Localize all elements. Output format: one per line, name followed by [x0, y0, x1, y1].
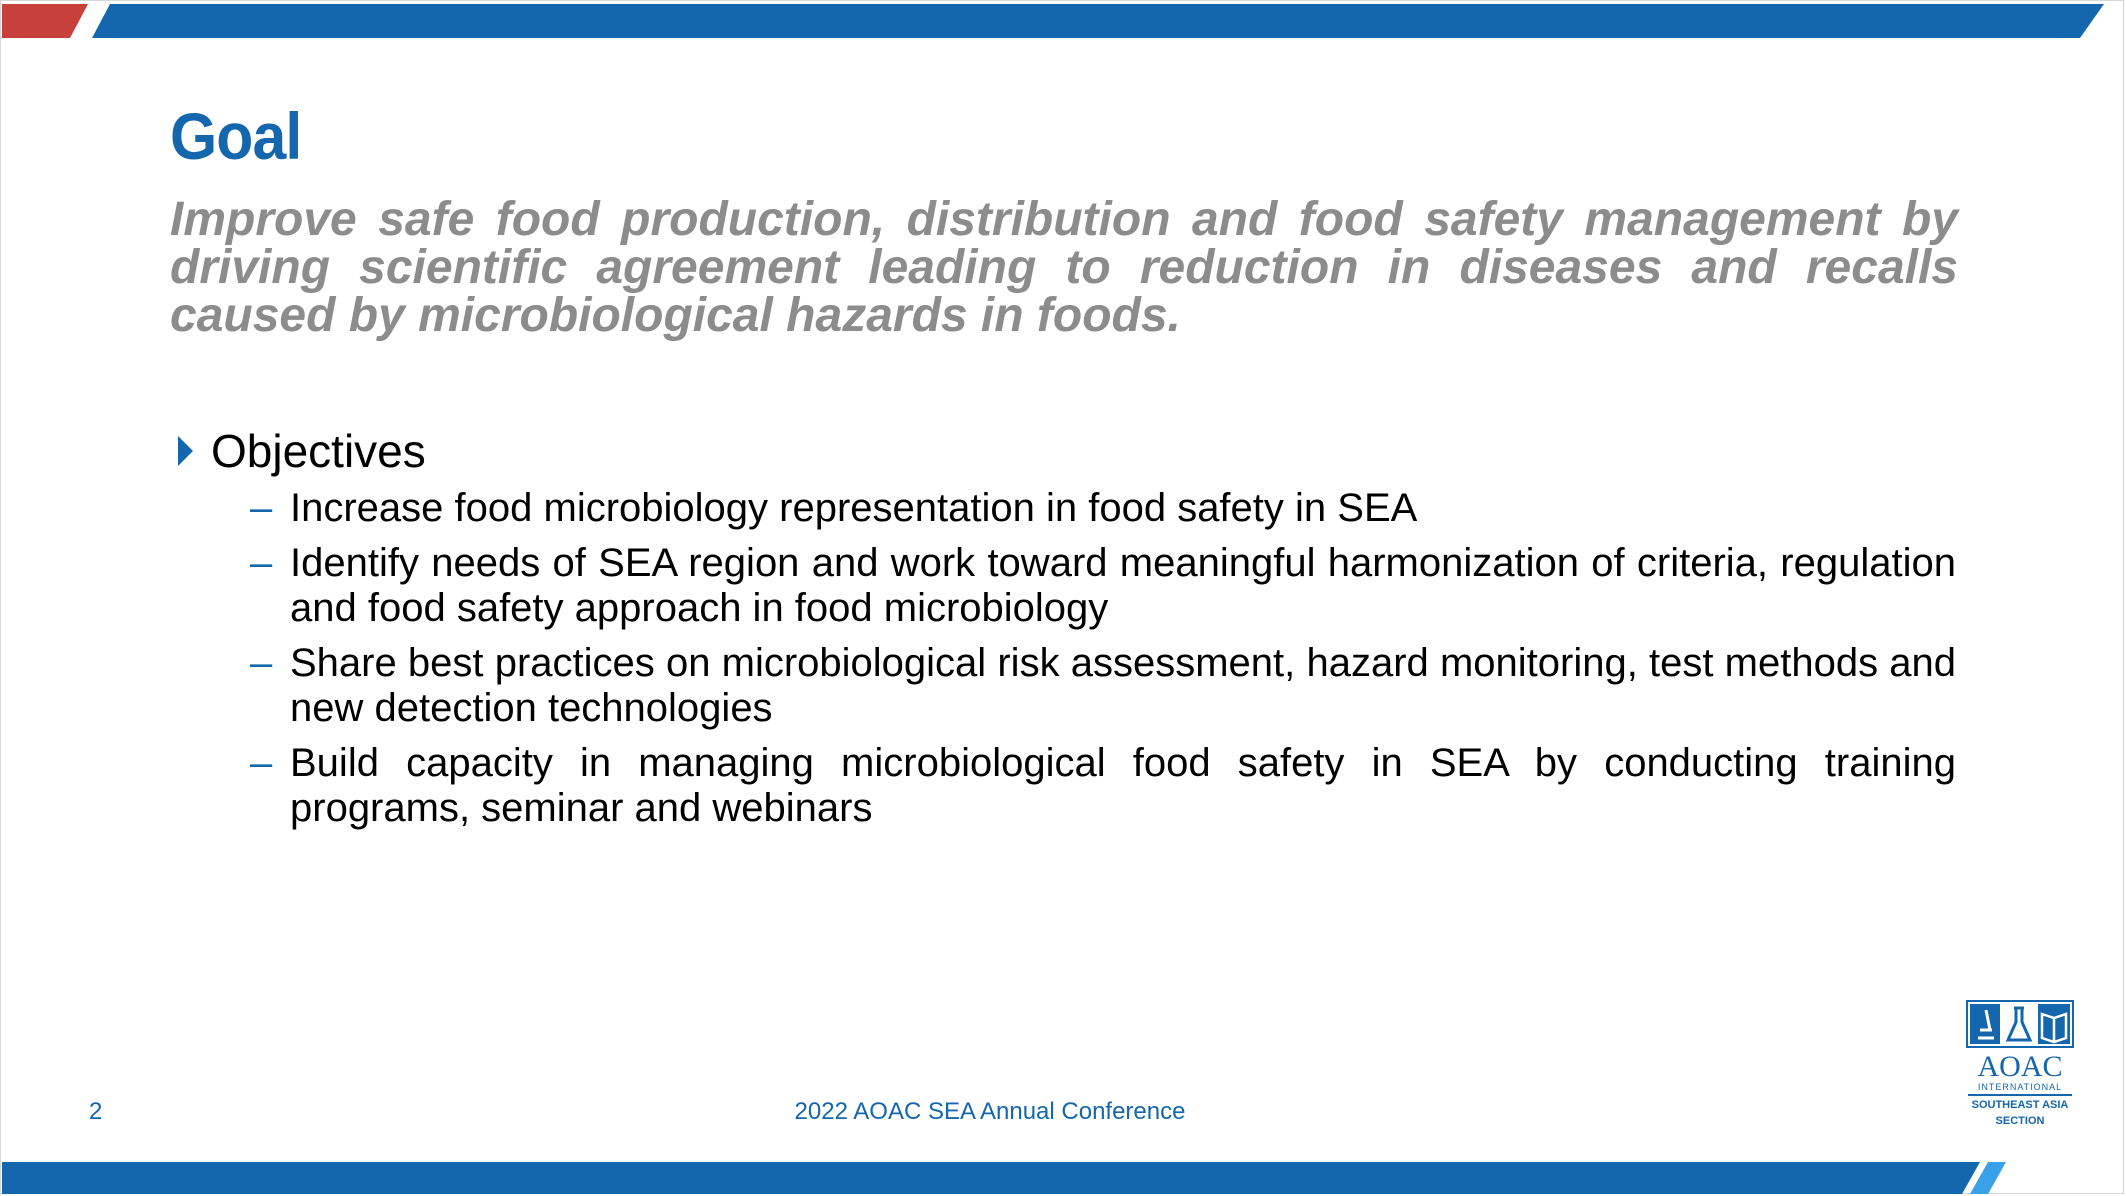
objective-item [250, 486, 1956, 531]
top-blue-bar [92, 4, 2104, 38]
objective-item [250, 741, 1956, 831]
logo-sub-section: SECTION [1995, 1115, 2045, 1127]
objective-item [250, 641, 1956, 731]
objective-text: Increase food microbiology representation in food safety in SEA [290, 486, 1418, 530]
objective-text: Share best practices on microbiological risk assessment, hazard monitoring, test methods and new detection technologies [290, 641, 1956, 730]
logo-sub-international: INTERNATIONAL [1977, 1082, 2063, 1092]
objective-item [250, 541, 1956, 631]
top-red-accent [2, 4, 88, 38]
logo-name: AOAC [1977, 1050, 2063, 1083]
dash-bullet-icon: – [250, 641, 273, 685]
goal-statement: Improve safe food production, distribution and food safety management by driving scientific agreement leading to reduction in diseases and recalls caused by microbiological hazards in foods. [170, 193, 1958, 342]
page-number: 2 [89, 1098, 103, 1125]
logo-sub-region: SOUTHEAST ASIA [1971, 1099, 2069, 1111]
objective-text: Build capacity in managing microbiological food safety in SEA by conducting training programs, seminar and webinars [290, 741, 1956, 830]
objectives-list [250, 486, 1956, 841]
slide-title: Goal [170, 99, 302, 173]
objectives-heading [178, 424, 426, 478]
bottom-blue-bar [2, 1162, 1980, 1194]
conference-footer: 2022 AOAC SEA Annual Conference [794, 1098, 1186, 1125]
dash-bullet-icon: – [250, 541, 273, 585]
objective-text: Identify needs of SEA region and work toward meaningful harmonization of criteria, regulation and food safety approach in food microbiology [290, 541, 1956, 630]
objectives-label: Objectives [211, 425, 426, 477]
triangle-bullet-icon [178, 436, 193, 466]
aoac-logo [1966, 1000, 2074, 1130]
dash-bullet-icon: – [250, 486, 273, 530]
dash-bullet-icon: – [250, 741, 273, 785]
